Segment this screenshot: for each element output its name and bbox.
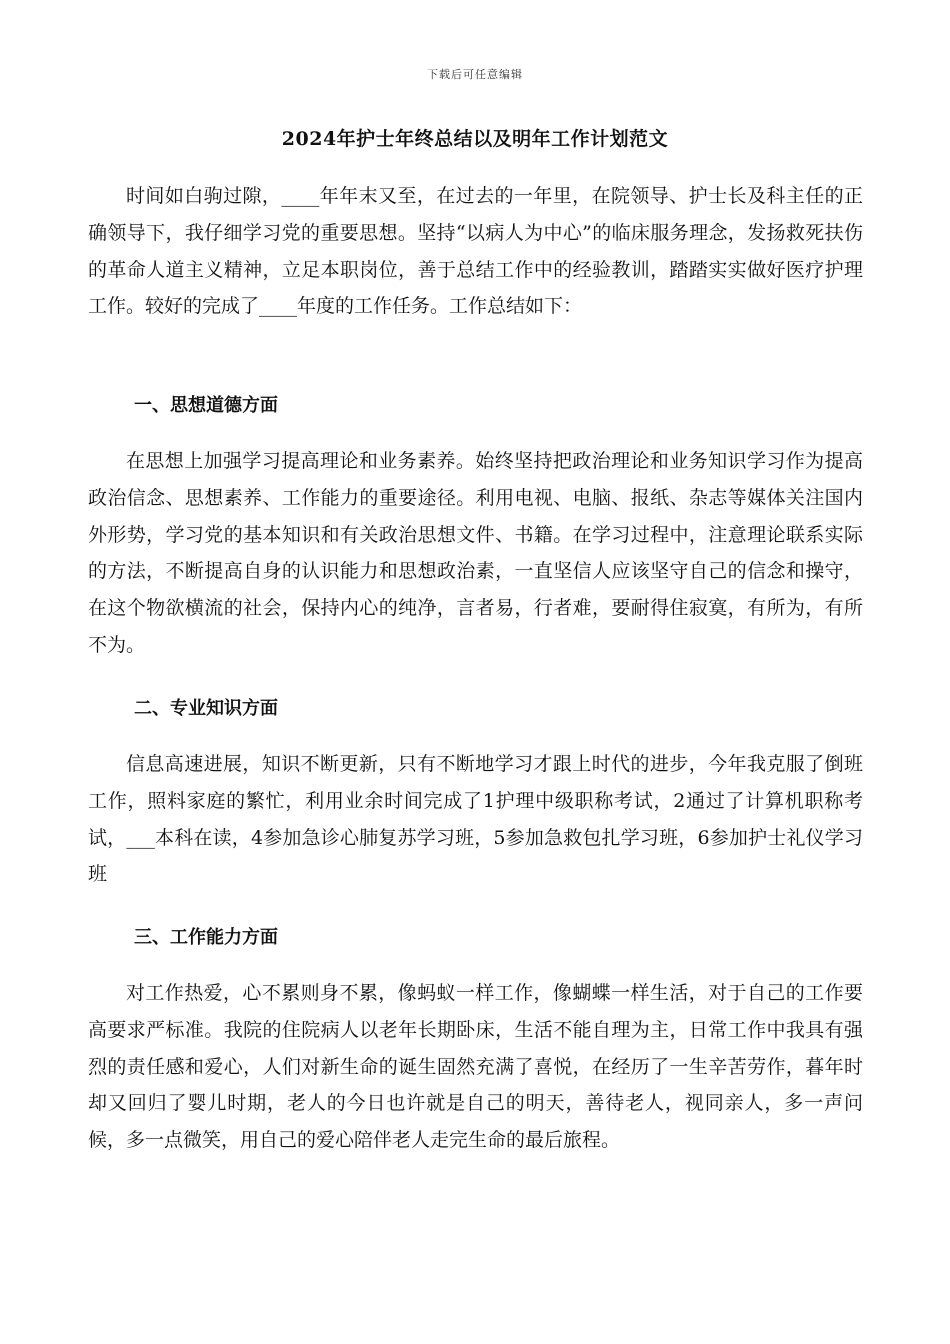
section-heading-professional-knowledge: 二、专业知识方面: [134, 698, 278, 719]
section-body-professional-knowledge: 信息高速进展，知识不断更新，只有不断地学习才跟上时代的进步，今年我克服了倒班工作，照料家庭的繁忙，利用业余时间完成了1护理中级职称考试，2通过了计算机职称考试，___本科在读，4参加急诊心肺复苏学习班，5参加急救包扎学习班，6参加护士礼仪学习班: [88, 753, 863, 886]
section-body-ideology: 在思想上加强学习提高理论和业务素养。始终坚持把政治理论和业务知识学习作为提高政治信念、思想素养、工作能力的重要途径。利用电视、电脑、报纸、杂志等媒体关注国内外形势，学习党的基本知识和有关政治思想文件、书籍。在学习过程中，注意理论联系实际的方法，不断提高自身的认识能力和思想政治素，一直坚信人应该坚守自己的信念和操守，在这个物欲横流的社会，保持内心的纯净，言者易，行者难，要耐得住寂寞，有所为，有所不为。: [88, 450, 863, 656]
section-heading-ideology: 一、思想道德方面: [134, 395, 278, 416]
intro-paragraph: 时间如白驹过隙，____年年末又至，在过去的一年里，在院领导、护士长及科主任的正确领导下，我仔细学习党的重要思想。坚持“以病人为中心”的临床服务理念，发扬救死扶伤的革命人道主义精神，立足本职岗位，善于总结工作中的经验教训，踏踏实实做好医疗护理工作。较好的完成了____年度的工作任务。工作总结如下：: [88, 185, 863, 318]
section-heading-work-ability: 三、工作能力方面: [134, 927, 278, 948]
section-body-work-ability: 对工作热爱，心不累则身不累，像蚂蚁一样工作，像蝴蝶一样生活，对于自己的工作要高要求严标准。我院的住院病人以老年长期卧床，生活不能自理为主，日常工作中我具有强烈的责任感和爱心，人们对新生命的诞生固然充满了喜悦，在经历了一生辛苦劳作，暮年时却又回归了婴儿时期，老人的今日也许就是自己的明天，善待老人，视同亲人，多一声问候，多一点微笑，用自己的爱心陪伴老人走完生命的最后旅程。: [88, 982, 863, 1152]
header-note: 下载后可任意编辑: [427, 68, 523, 81]
document-title: 2024年护士年终总结以及明年工作计划范文: [281, 128, 669, 150]
